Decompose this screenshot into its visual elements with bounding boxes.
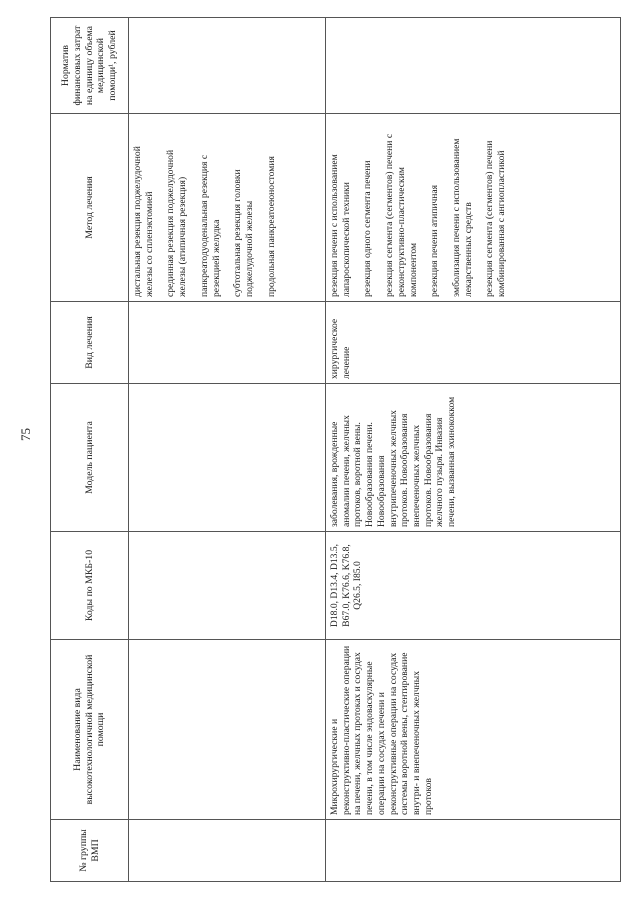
method-item: субтотальная резекция головки поджелудочной железы xyxy=(232,169,255,297)
method-item: дистальная резекция поджелудочной железы со спленэктомией xyxy=(132,146,155,297)
cell-model xyxy=(129,384,326,532)
page-number: 75 xyxy=(18,428,33,441)
method-item: резекция сегмента (сегментов) печени комбинированная с ангиопластикой xyxy=(484,140,508,297)
cell-name xyxy=(129,640,326,820)
cell-norm xyxy=(326,18,621,114)
header-model: Модель пациента xyxy=(51,384,129,532)
method-item: панкреатодуоденальная резекция с резекцией желудка xyxy=(198,154,222,297)
method-item: резекция печени с использованием лапароскопической техники xyxy=(329,154,352,297)
method-item: резекция одного сегмента печени xyxy=(362,160,374,297)
table-row xyxy=(129,18,326,882)
cell-type xyxy=(129,302,326,384)
cell-group xyxy=(326,820,621,882)
rotated-table-wrapper xyxy=(50,18,620,882)
header-group: № группы ВМП xyxy=(51,820,129,882)
cell-methods xyxy=(326,114,621,302)
method-item: резекция сегмента (сегментов) печени с реконструктивно-пластическим компонентом xyxy=(384,133,419,297)
method-item: продольная панкреатоеюностомия xyxy=(265,156,277,297)
table-row xyxy=(326,18,621,882)
header-method: Метод лечения xyxy=(51,114,129,302)
header-codes: Коды по МКБ-10 xyxy=(51,532,129,640)
cell-model: заболевания, врожденные аномалии печени, желчных протоков, воротной вены. Новообразования печени. Новообразования внутрипеченочных желчных протоков. Новообразования внепеченочных желчных протоков. Новообразования желчного пузыря. Инвазия печени, вызванная эхинококком xyxy=(326,384,621,532)
cell-methods xyxy=(129,114,326,302)
cell-norm xyxy=(129,18,326,114)
header-name: Наименование вида высокотехнологичной медицинской помощи xyxy=(51,640,129,820)
vmp-table xyxy=(50,17,621,882)
method-item: срединная резекция поджелудочной железы (атипичная резекция) xyxy=(165,149,189,297)
cell-name: Микрохирургические и реконструктивно-пластические операции на печени, желчных протоках и сосудах печени, в том числе эндоваскулярные операции на сосудах печени и реконструктивные операции на сосудах системы воротной вены, стентирование внутри- и внепеченочных желчных протоков xyxy=(326,640,621,820)
cell-group xyxy=(129,820,326,882)
cell-codes: D18.0, D13.4, D13.5, B67.0, K76.6, K76.8, Q26.5, I85.0 xyxy=(326,532,621,640)
header-row xyxy=(51,18,129,882)
header-type: Вид лечения xyxy=(51,302,129,384)
cell-codes xyxy=(129,532,326,640)
cell-type: хирургическое лечение xyxy=(326,302,621,384)
header-norm: Норматив финансовых затрат на единицу объема медицинской помощи¹, рублей xyxy=(51,18,129,114)
method-item: резекция печени атипичная xyxy=(429,184,441,297)
method-item: эмболизация печени с использованием лекарственных средств xyxy=(450,138,474,297)
